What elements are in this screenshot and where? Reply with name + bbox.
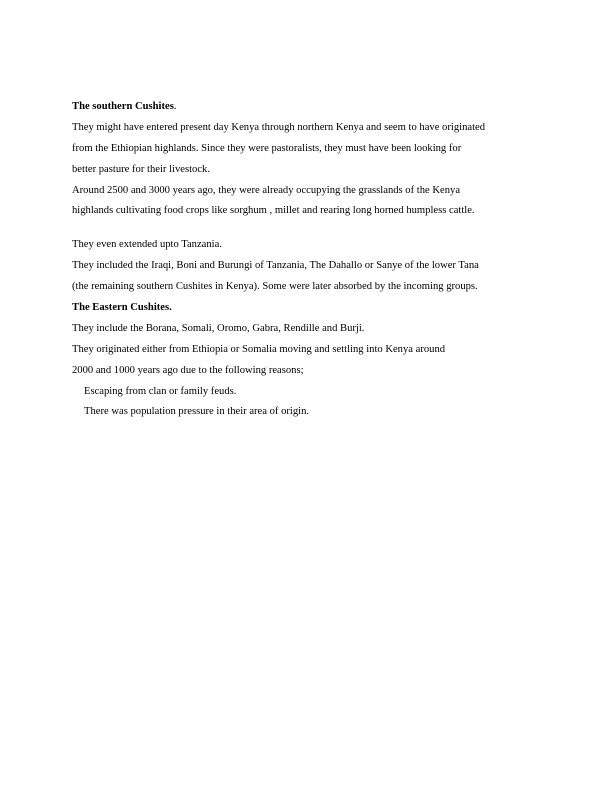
paragraph-line: They even extended upto Tanzania. [72, 239, 222, 251]
paragraph-line: They included the Iraqi, Boni and Burungi of Tanzania, The Dahallo or Sanye of the lower Tana [72, 260, 479, 272]
paragraph-line: They include the Borana, Somali, Oromo, Gabra, Rendille and Burji. [72, 322, 365, 334]
paragraph-line: (the remaining southern Cushites in Kenya). Some were later absorbed by the incoming groups. [72, 281, 478, 293]
section-heading-eastern-cushites: The Eastern Cushites. [72, 302, 172, 314]
paragraph-line: from the Ethiopian highlands. Since they were pastoralists, they must have been looking for [72, 142, 462, 154]
reason-item: Escaping from clan or family feuds. [84, 385, 237, 397]
paragraph-line: better pasture for their livestock. [72, 163, 210, 175]
document-body [72, 97, 548, 423]
paragraph-line: Around 2500 and 3000 years ago, they were already occupying the grasslands of the Kenya [72, 184, 461, 196]
paragraph-line: 2000 and 1000 years ago due to the following reasons; [72, 364, 304, 376]
heading-text: The southern Cushites [72, 101, 174, 112]
paragraph-break [72, 222, 548, 235]
reason-item: There was population pressure in their area of origin. [84, 406, 310, 418]
heading-period: . [173, 101, 177, 112]
paragraph-line: highlands cultivating food crops like sorghum , millet and rearing long horned humpless cattle. [72, 205, 475, 217]
paragraph-line: They might have entered present day Kenya through northern Kenya and seem to have originated [72, 121, 486, 133]
paragraph-line: They originated either from Ethiopia or Somalia moving and settling into Kenya around [72, 343, 446, 355]
section-heading-southern-cushites [72, 97, 548, 118]
